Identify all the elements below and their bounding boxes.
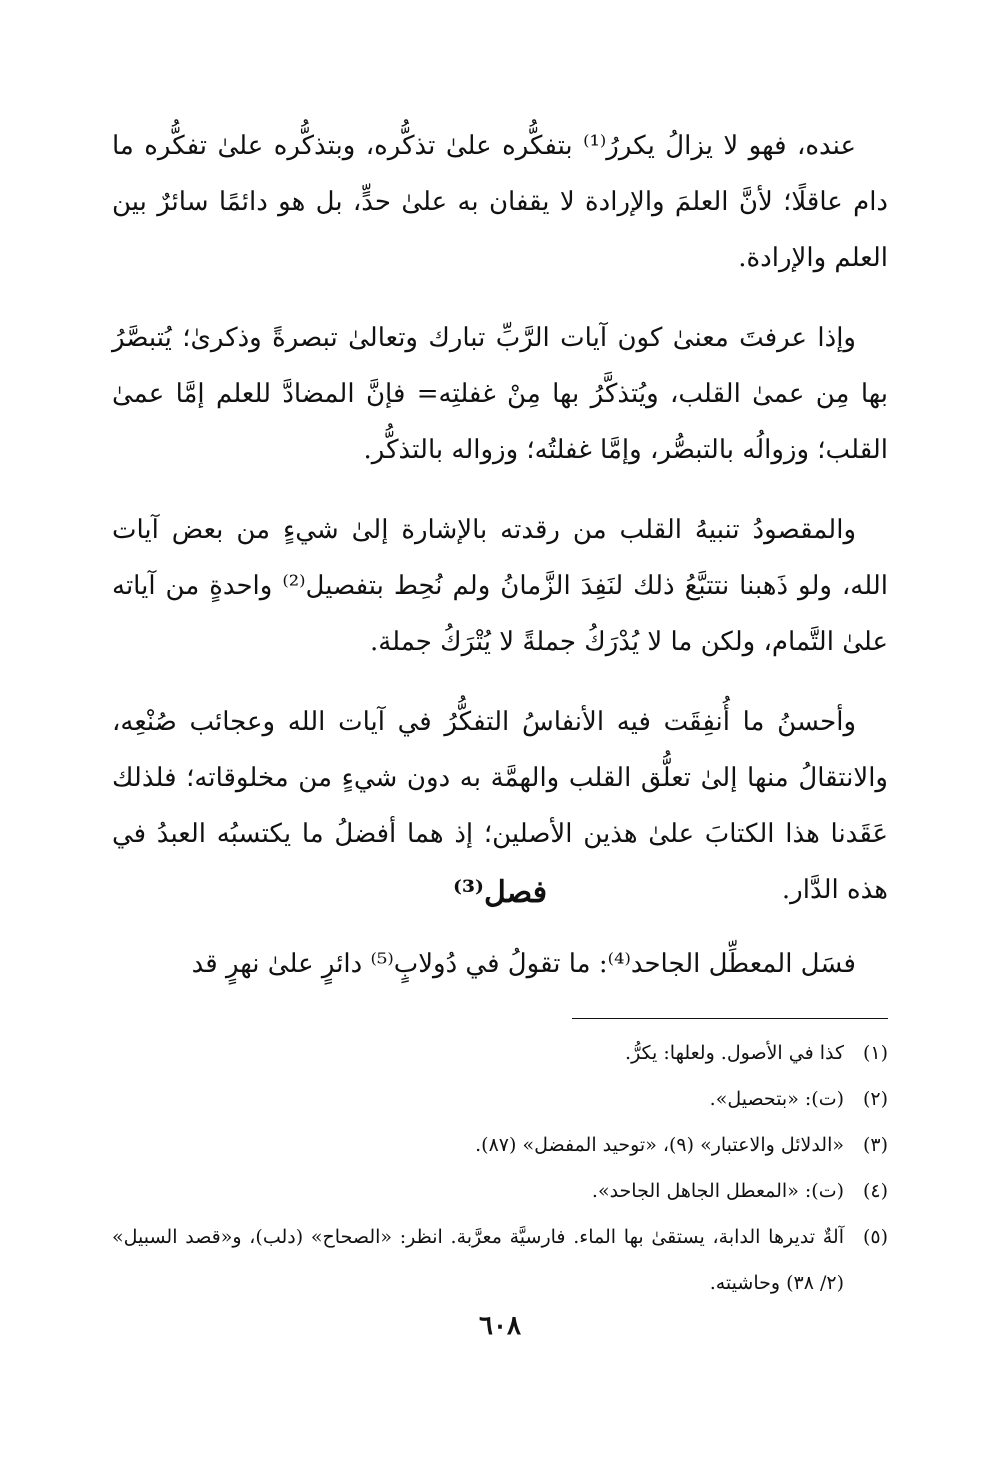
footnote-number: (٢) bbox=[862, 1088, 888, 1110]
footnote-text: (ت): «المعطل الجاهل الجاحد». bbox=[591, 1180, 844, 1202]
section-opening-line: فسَل المعطِّل الجاحد⁽⁴⁾: ما تقولُ في دُولابٍ⁽⁵⁾ دائرٍ علىٰ نهرٍ قد bbox=[191, 949, 856, 979]
footnote-number: (٥) bbox=[862, 1226, 888, 1248]
footnote-text: آلةٌ تديرها الدابة، يستقىٰ بها الماء. فارسيَّة معرَّبة. انظر: «الصحاح» (دلب)، و«قصد السبيل» (٢/ ٣٨) وحاشيته. bbox=[112, 1226, 844, 1294]
main-text bbox=[112, 118, 888, 942]
footnote-3 bbox=[112, 1122, 888, 1168]
footnote-divider bbox=[572, 1018, 888, 1019]
footnote-text: كذا في الأصول. ولعلها: يكرُّ. bbox=[625, 1042, 844, 1064]
section-heading: فصل⁽³⁾ bbox=[452, 875, 548, 910]
footnote-5 bbox=[112, 1214, 888, 1306]
footnote-number: (٤) bbox=[862, 1180, 888, 1202]
page-number: ٦٠٨ bbox=[479, 1311, 521, 1341]
paragraph-2: وإذا عرفتَ معنىٰ كون آيات الرَّبِّ تبارك وتعالىٰ تبصرةً وذكرىٰ؛ يُتبصَّرُ بها مِن عمىٰ القلب، ويُتذكَّرُ بها مِنْ غفلتِه= فإنَّ المضادَّ للعلم إمَّا عمىٰ القلب؛ وزوالُه بالتبصُّر، وإمَّا غفلتُه؛ وزواله بالتذكُّر. bbox=[112, 323, 888, 465]
footnote-text: (ت): «بتحصيل». bbox=[709, 1088, 844, 1110]
footnote-number: (١) bbox=[862, 1042, 888, 1064]
paragraph-3: والمقصودُ تنبيهُ القلب من رقدته بالإشارة إلىٰ شيءٍ من بعض آيات الله، ولو ذَهبنا نتتبَّعُ ذلك لنَفِدَ الزَّمانُ ولم نُحِط بتفصيل⁽²⁾ واحدةٍ من آياته علىٰ التَّمام، ولكن ما لا يُدْرَكُ جملةً لا يُتْرَكُ جملة. bbox=[112, 515, 888, 657]
footnote-number: (٣) bbox=[862, 1134, 888, 1156]
footnotes bbox=[112, 1030, 888, 1306]
footnote-4 bbox=[112, 1168, 888, 1214]
paragraph-1: عنده، فهو لا يزالُ يكررُ⁽¹⁾ بتفكُّره علىٰ تذكُّره، وبتذكُّره علىٰ تفكُّره ما دام عاقلًا؛ لأنَّ العلمَ والإرادة لا يقفان به علىٰ حدٍّ، بل هو دائمًا سائرٌ بين العلم والإرادة. bbox=[112, 131, 888, 273]
footnote-2 bbox=[112, 1076, 888, 1122]
footnote-1 bbox=[112, 1030, 888, 1076]
footnote-text: «الدلائل والاعتبار» (٩)، «توحيد المفضل» (٨٧). bbox=[475, 1134, 844, 1156]
paragraph-4: وأحسنُ ما أُنفِقَت فيه الأنفاسُ التفكُّرُ في آيات الله وعجائب صُنْعِه، والانتقالُ منها إلىٰ تعلُّق القلب والهمَّة به دون شيءٍ من مخلوقاته؛ فلذلك عَقَدنا هذا الكتابَ علىٰ هذين الأصلين؛ إذ هما أفضلُ ما يكتسبُه العبدُ في هذه الدَّار. bbox=[112, 707, 888, 905]
